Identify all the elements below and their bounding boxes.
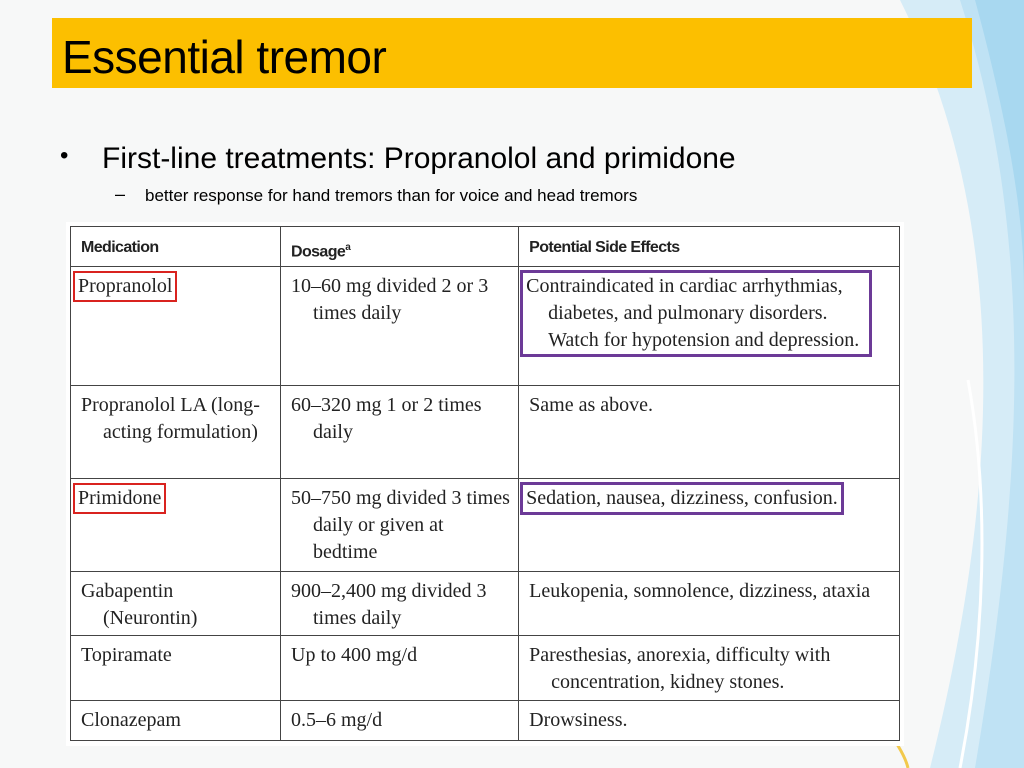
table-row xyxy=(71,572,900,636)
bullet-dot-icon: • xyxy=(60,142,69,169)
cell-dosage xyxy=(281,701,519,741)
side-effects-text: Paresthesias, anorexia, difficulty with concentration, kidney stones. xyxy=(529,644,831,693)
cell-medication xyxy=(71,572,281,636)
cell-side-effects xyxy=(519,636,900,701)
table-row xyxy=(71,479,900,572)
header-side-effects: Potential Side Effects xyxy=(519,227,900,267)
medication-text: Topiramate xyxy=(81,644,172,666)
cell-side-effects xyxy=(519,386,900,479)
header-dosage-footnote: a xyxy=(345,242,351,253)
highlight-box-purple: Sedation, nausea, dizziness, confusion. xyxy=(523,485,841,512)
table-row xyxy=(71,386,900,479)
cell-medication xyxy=(71,386,281,479)
cell-side-effects xyxy=(519,479,900,572)
cell-side-effects xyxy=(519,701,900,741)
medication-text: Propranolol LA (long-acting formulation) xyxy=(81,394,260,443)
table-row xyxy=(71,701,900,741)
dosage-text: Up to 400 mg/d xyxy=(291,644,418,666)
dosage-text: 900–2,400 mg divided 3 times daily xyxy=(291,580,487,629)
sub-bullet-text: better response for hand tremors than for voice and head tremors xyxy=(145,186,638,205)
bullet-text: First-line treatments: Propranolol and primidone xyxy=(102,142,736,175)
table-row xyxy=(71,636,900,701)
dosage-text: 50–750 mg divided 3 times daily or given at bedtime xyxy=(291,487,510,563)
highlight-box-red: Propranolol xyxy=(75,273,175,300)
cell-dosage xyxy=(281,636,519,701)
cell-dosage xyxy=(281,267,519,386)
cell-medication xyxy=(71,701,281,741)
dosage-text: 0.5–6 mg/d xyxy=(291,709,383,731)
header-dosage xyxy=(281,227,519,267)
side-effects-text: Drowsiness. xyxy=(529,709,628,731)
cell-dosage xyxy=(281,386,519,479)
side-effects-text: Same as above. xyxy=(529,394,653,416)
highlight-box-red: Primidone xyxy=(75,485,164,512)
title-bar xyxy=(52,18,972,88)
cell-dosage xyxy=(281,479,519,572)
sub-bullet-dash-icon: – xyxy=(115,184,126,204)
dosage-text: 60–320 mg 1 or 2 times daily xyxy=(291,394,482,443)
header-medication: Medication xyxy=(71,227,281,267)
cell-medication xyxy=(71,267,281,386)
medication-text: Clonazepam xyxy=(81,709,181,731)
cell-medication xyxy=(71,636,281,701)
side-effects-text: Leukopenia, somnolence, dizziness, ataxia xyxy=(529,580,871,602)
cell-dosage xyxy=(281,572,519,636)
cell-side-effects xyxy=(519,572,900,636)
table-header-row xyxy=(71,227,900,267)
dosage-text: 10–60 mg divided 2 or 3 times daily xyxy=(291,275,489,324)
medication-table-image xyxy=(66,222,904,746)
cell-side-effects xyxy=(519,267,900,386)
header-dosage-label: Dosage xyxy=(291,243,346,261)
medication-text: Gabapentin (Neurontin) xyxy=(81,580,198,629)
medication-table xyxy=(70,226,900,741)
cell-medication xyxy=(71,479,281,572)
highlight-box-purple: Contraindicated in cardiac arrhythmias, diabetes, and pulmonary disorders. Watch for hypotension and depression. xyxy=(523,273,869,354)
slide-title: Essential tremor xyxy=(62,31,387,83)
table-row xyxy=(71,267,900,386)
